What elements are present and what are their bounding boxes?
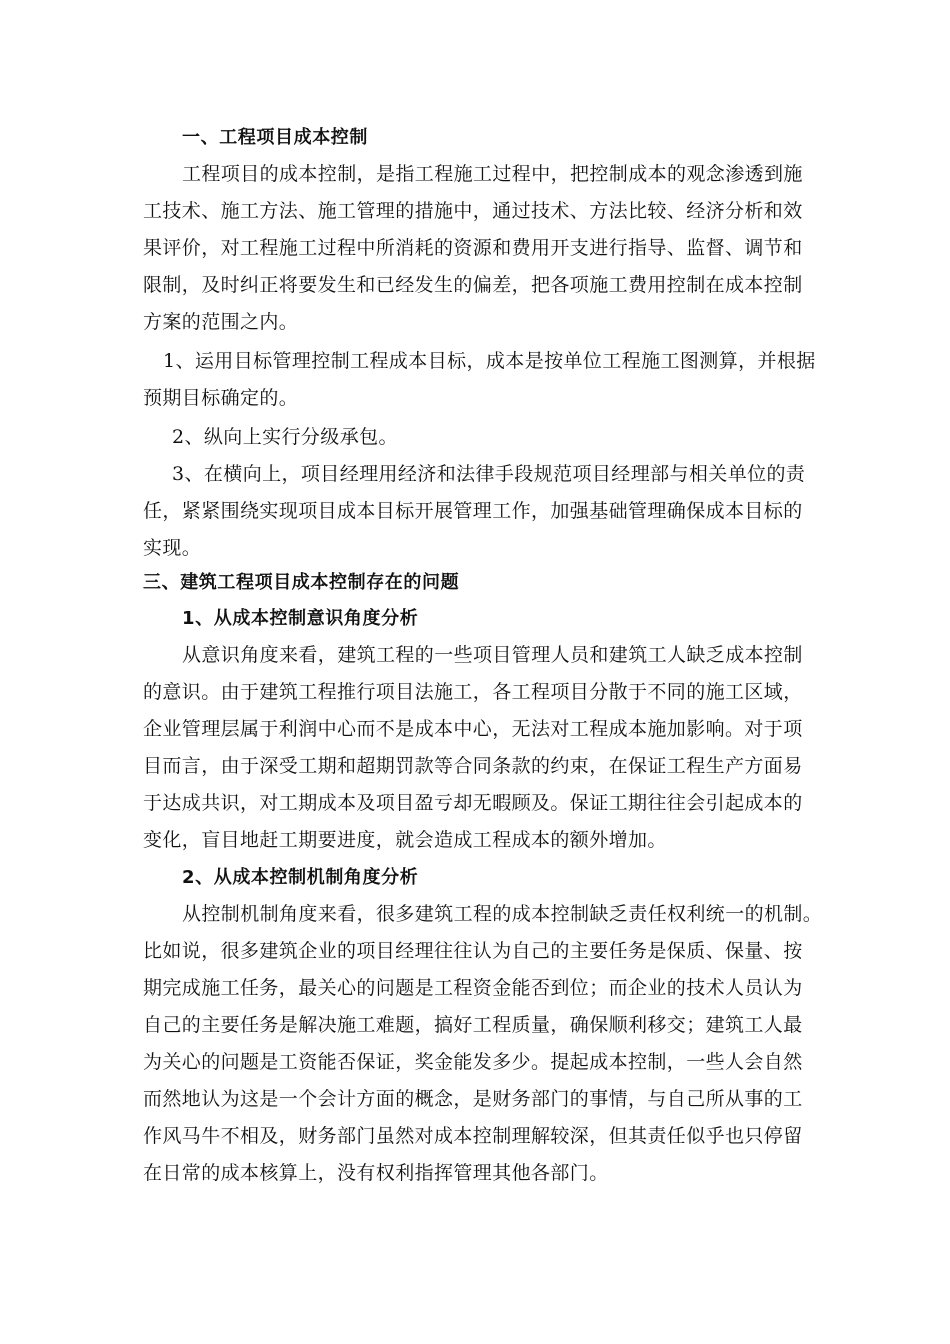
section-heading-1: 一、工程项目成本控制: [182, 127, 368, 148]
paragraph-line: 为关心的问题是工资能否保证，奖金能发多少。提起成本控制，一些人会自然: [143, 1051, 803, 1073]
section-heading-3: 三、建筑工程项目成本控制存在的问题: [143, 572, 460, 593]
list-item-line: 实现。: [143, 537, 202, 559]
paragraph-line: 从控制机制角度来看，很多建筑工程的成本控制缺乏责任权利统一的机制。: [182, 903, 823, 925]
paragraph-line: 方案的范围之内。: [143, 311, 299, 333]
list-item-line: 任，紧紧围绕实现项目成本目标开展管理工作，加强基础管理确保成本目标的: [143, 500, 803, 522]
paragraph-line: 期完成施工任务，最关心的问题是工程资金能否到位；而企业的技术人员认为: [143, 977, 803, 999]
paragraph-line: 比如说，很多建筑企业的项目经理往往认为自己的主要任务是保质、保量、按: [143, 940, 803, 962]
paragraph-line: 工程项目的成本控制，是指工程施工过程中，把控制成本的观念渗透到施: [182, 163, 803, 185]
paragraph-line: 在日常的成本核算上，没有权利指挥管理其他各部门。: [143, 1162, 609, 1184]
paragraph-line: 企业管理层属于利润中心而不是成本中心，无法对工程成本施加影响。对于项: [143, 718, 803, 740]
paragraph-line: 从意识角度来看，建筑工程的一些项目管理人员和建筑工人缺乏成本控制: [182, 644, 803, 666]
subsection-heading-2: 2、从成本控制机制角度分析: [182, 867, 419, 888]
paragraph-line: 果评价，对工程施工过程中所消耗的资源和费用开支进行指导、监督、调节和: [143, 237, 803, 259]
paragraph-line: 而然地认为这是一个会计方面的概念，是财务部门的事情，与自己所从事的工: [143, 1088, 803, 1110]
list-item-line: 预期目标确定的。: [143, 387, 299, 409]
paragraph-line: 目而言，由于深受工期和超期罚款等合同条款的约束，在保证工程生产方面易: [143, 755, 803, 777]
list-item-line: 3、在横向上，项目经理用经济和法律手段规范项目经理部与相关单位的责: [172, 463, 806, 485]
list-item-line: 2、纵向上实行分级承包。: [172, 426, 398, 448]
paragraph-line: 自己的主要任务是解决施工难题，搞好工程质量，确保顺利移交；建筑工人最: [143, 1014, 803, 1036]
list-item-line: 1、运用目标管理控制工程成本目标，成本是按单位工程施工图测算，并根据: [163, 350, 816, 372]
paragraph-line: 变化，盲目地赶工期要进度，就会造成工程成本的额外增加。: [143, 829, 667, 851]
subsection-heading-1: 1、从成本控制意识角度分析: [182, 608, 419, 629]
paragraph-line: 于达成共识，对工期成本及项目盈亏却无暇顾及。保证工期往往会引起成本的: [143, 792, 803, 814]
paragraph-line: 的意识。由于建筑工程推行项目法施工，各工程项目分散于不同的施工区域，: [143, 681, 803, 703]
paragraph-line: 作风马牛不相及，财务部门虽然对成本控制理解较深，但其责任似乎也只停留: [143, 1125, 803, 1147]
paragraph-line: 限制，及时纠正将要发生和已经发生的偏差，把各项施工费用控制在成本控制: [143, 274, 803, 296]
paragraph-line: 工技术、施工方法、施工管理的措施中，通过技术、方法比较、经济分析和效: [143, 200, 803, 222]
